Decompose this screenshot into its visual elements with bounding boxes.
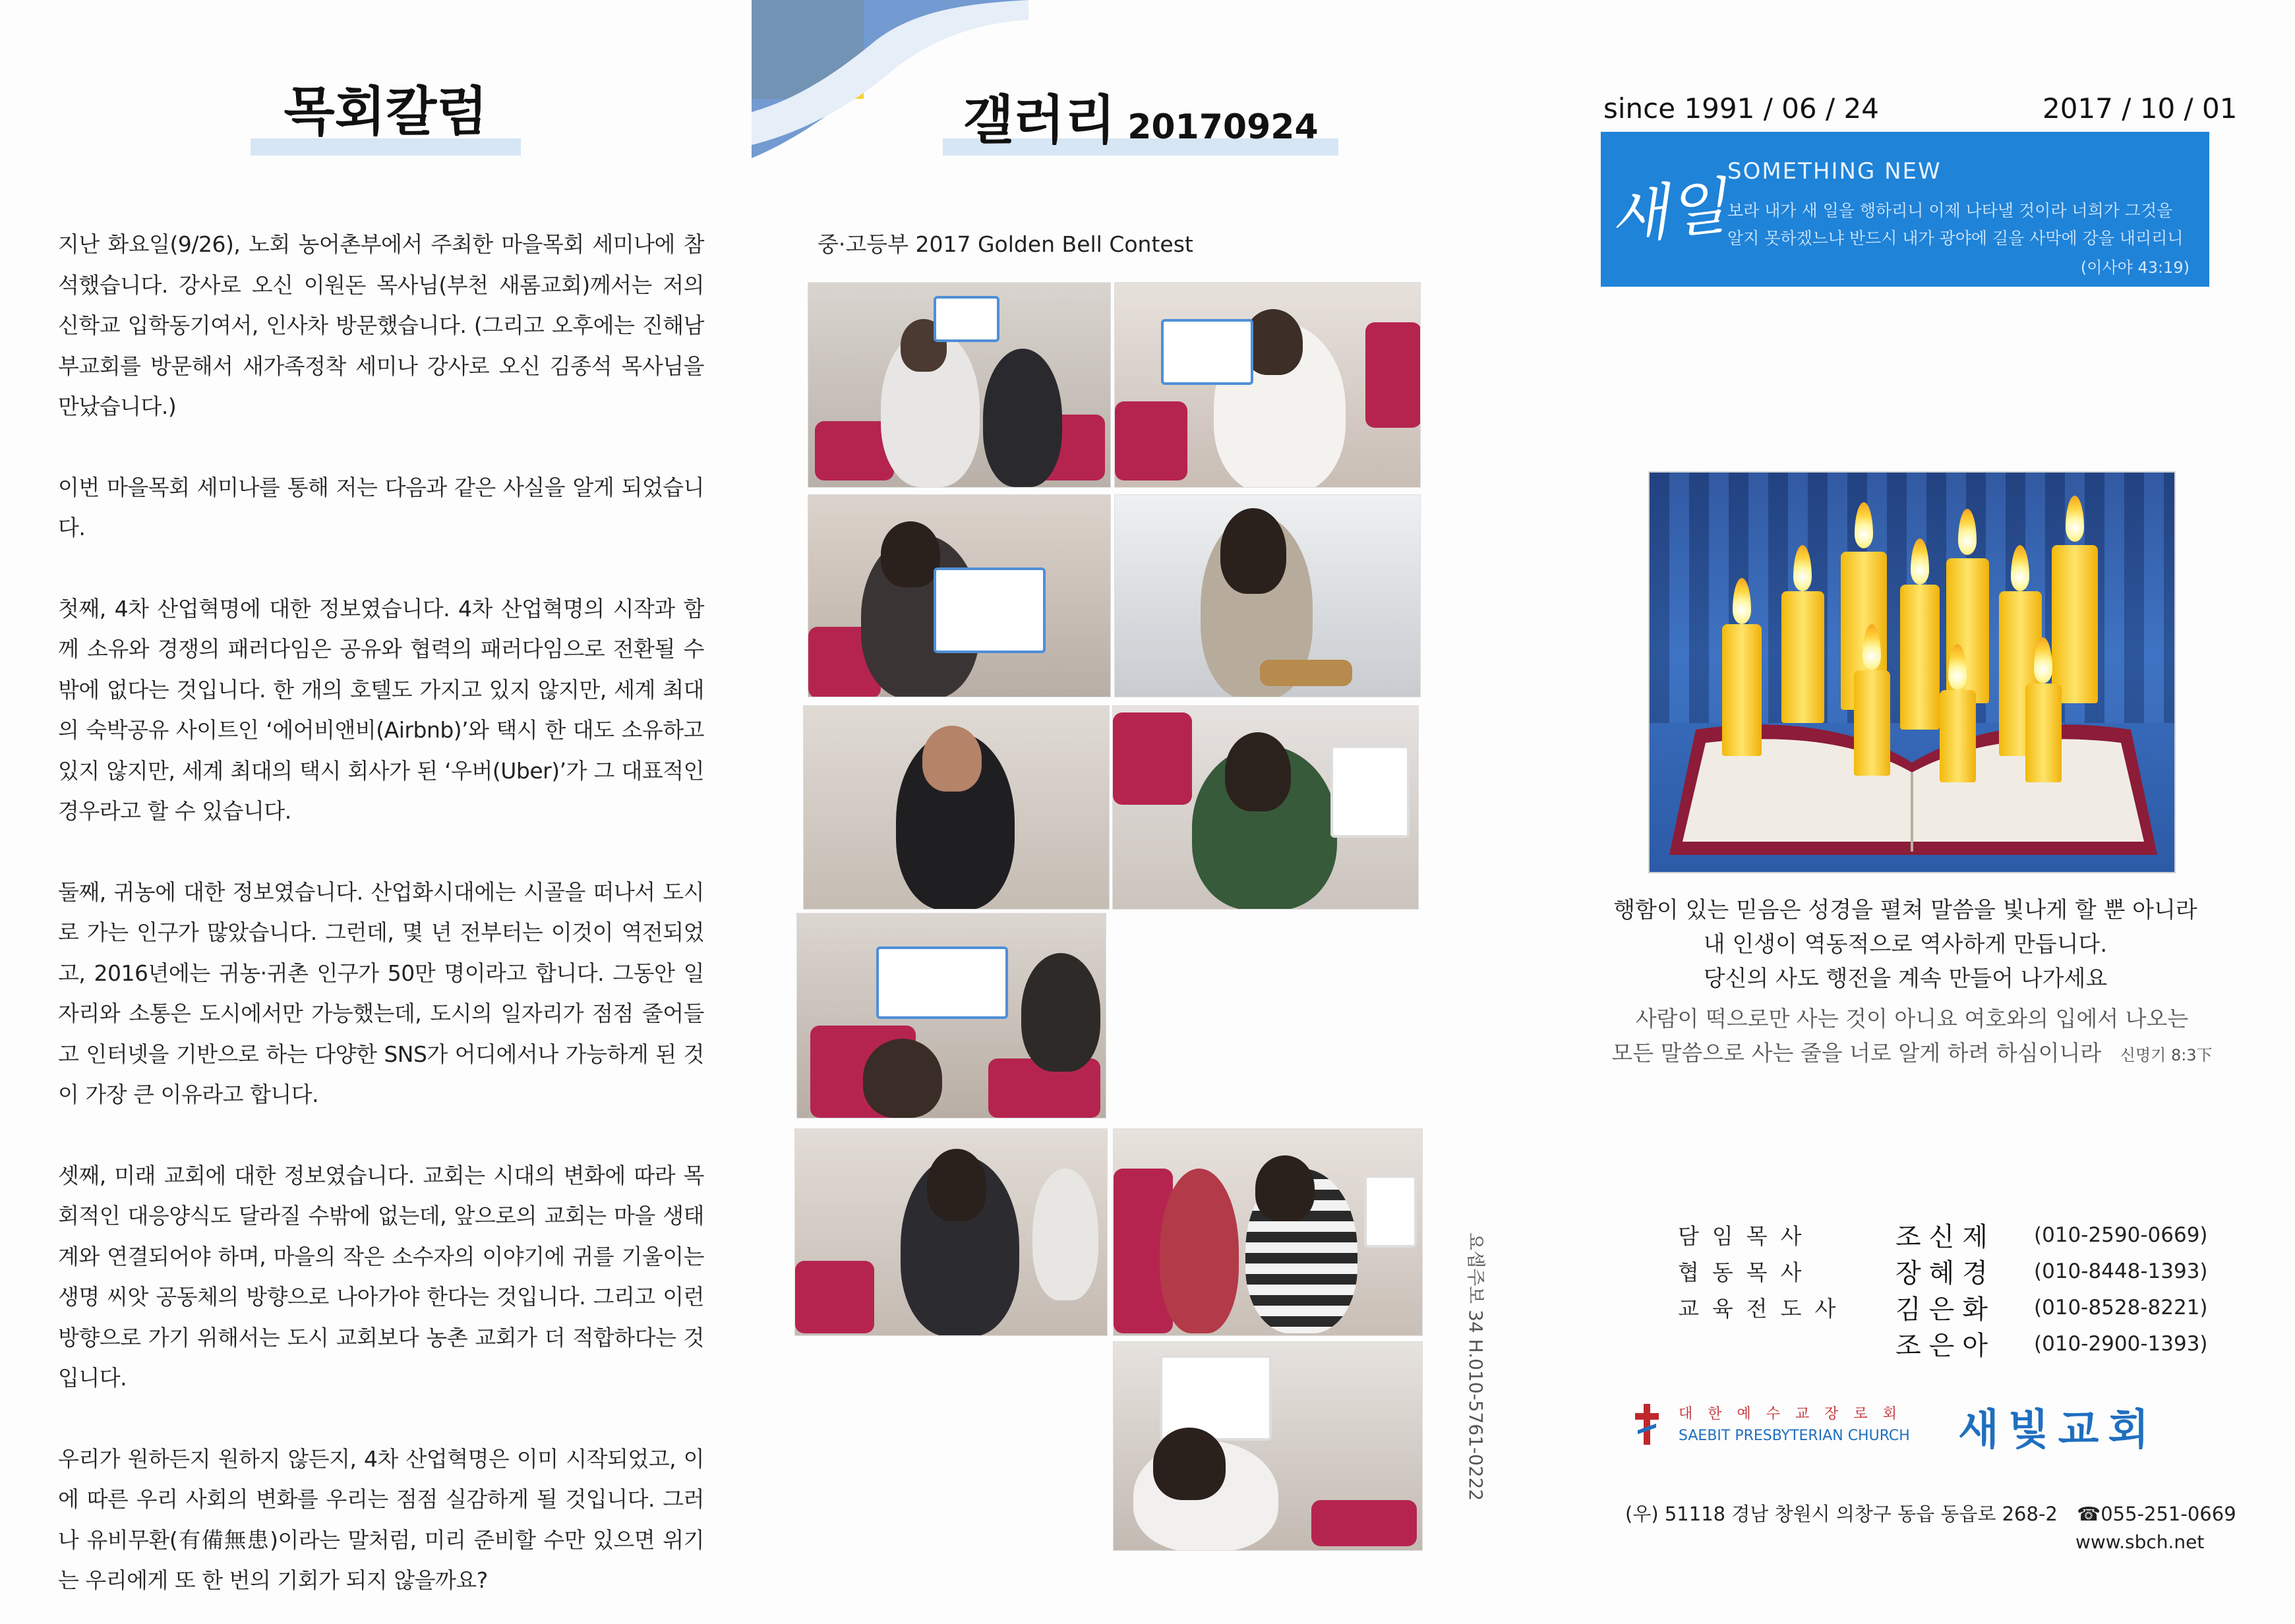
- staff-phone: (010-2900-1393): [2034, 1331, 2208, 1356]
- issue-date: 2017 / 10 / 01: [2042, 92, 2238, 125]
- gallery-date: 20170924: [1127, 107, 1319, 147]
- staff-phone: (010-2590-0669): [2034, 1223, 2208, 1247]
- paragraph: 첫째, 4차 산업혁명에 대한 정보였습니다. 4차 산업혁명의 시작과 함께 소유와 경쟁의 패러다임은 공유와 협력의 패러다임으로 전환될 수밖에 없다는 것입니다. 한 개의 호텔도 가지고 있지 않지만, 세계 최대의 숙박공유 사이트인 ‘에어비앤비(Airbnb)’와 택시 한 대도 소유하고 있지 않지만, 세계 최대의 택시 회사가 된 ‘우버(Uber)’가 그 대표적인 경우라고 할 수 있습니다.: [58, 595, 704, 824]
- staff-row: [1678, 1252, 2208, 1290]
- staff-role: 협동목사: [1678, 1260, 1815, 1285]
- staff-role: 교육전도사: [1678, 1296, 1849, 1321]
- church-address: [1625, 1499, 2236, 1526]
- gallery-photo: [794, 1128, 1108, 1336]
- since-date: since 1991 / 06 / 24: [1603, 92, 1879, 125]
- staff-name: 김은화: [1895, 1294, 1996, 1325]
- church-name: 새빛교회: [1958, 1406, 2159, 1455]
- message-line: 내 인생이 역동적으로 역사하게 만듭니다.: [1703, 931, 2108, 958]
- banner-script-title: 새일: [1605, 170, 1730, 253]
- verse-line-2: 모든 말씀으로 사는 줄을 너로 알게 하려 하심이니라 신명기 8:3下: [1611, 1040, 2213, 1066]
- address-text: (우) 51118 경남 창원시 의창구 동읍 동읍로 268-2: [1625, 1503, 2058, 1525]
- header-banner: [1601, 132, 2209, 287]
- staff-row: [1678, 1289, 2208, 1326]
- message-line: 행함이 있는 믿음은 성경을 펼쳐 말씀을 빛나게 할 뿐 아니라: [1613, 897, 2197, 923]
- church-website[interactable]: www.sbch.net: [2075, 1531, 2205, 1553]
- banner-subtitle: SOMETHING NEW: [1727, 158, 1942, 185]
- church-english-name: SAEBIT PRESBYTERIAN CHURCH: [1679, 1428, 1910, 1444]
- scripture-verse: [1595, 1002, 2228, 1072]
- verse-line: 사람이 떡으로만 사는 것이 아니요 여호와의 입에서 나오는: [1635, 1006, 2189, 1031]
- staff-name: 조신제: [1895, 1222, 1996, 1252]
- paragraph: 셋째, 미래 교회에 대한 정보였습니다. 교회는 시대의 변화에 따라 목회적인 대응양식도 달라질 수밖에 없는데, 앞으로의 교회는 마을 생태계와 연결되어야 하며, 마을의 작은 소수자의 이야기에 귀를 기울이는 생명 씨앗 공동체의 방향으로 나아가야 한다는 것입니다. 그리고 이런 방향으로 가기 위해서는 도시 교회보다 농촌 교회가 더 적합하다는 것입니다.: [58, 1162, 704, 1391]
- church-phone: ☎055-251-0669: [2077, 1503, 2236, 1525]
- staff-name: 장혜경: [1895, 1258, 1996, 1289]
- church-cross-icon: [1634, 1404, 1660, 1445]
- gallery-photo: [803, 705, 1110, 910]
- gallery-photo: [1112, 705, 1419, 910]
- banner-verse-line1: 보라 내가 새 일을 행하리니 이제 나타낼 것이라 너희가 그것을: [1727, 201, 2173, 220]
- staff-role: 담임목사: [1678, 1223, 1815, 1249]
- staff-name: 조은아: [1895, 1331, 1996, 1361]
- gallery-caption: 중·고등부 2017 Golden Bell Contest: [818, 231, 1193, 257]
- message-line: 당신의 사도 행전을 계속 만들어 나가세요: [1703, 966, 2108, 992]
- gallery-photo: [1113, 1128, 1423, 1336]
- banner-verse-ref: (이사야 43:19): [2080, 258, 2190, 277]
- column-title: 목회칼럼: [283, 81, 488, 142]
- gallery-photo: [808, 494, 1111, 697]
- gallery-title-text: 갤러리: [963, 90, 1116, 151]
- verse-ref: 신명기 8:3下: [2120, 1046, 2213, 1064]
- gallery-photo: [1114, 494, 1421, 697]
- gallery-title: [943, 78, 1338, 154]
- gallery-photo: [1113, 1341, 1423, 1551]
- paragraph: 우리가 원하든지 원하지 않든지, 4차 산업혁명은 이미 시작되었고, 이에 따른 우리 사회의 변화를 우리는 점점 실감하게 될 것입니다. 그러나 유비무환(有備無患)이라는 말처럼, 미리 준비할 수만 있으면 위기는 우리에게 또 한 번의 기회가 되지 않을까요?: [58, 1445, 704, 1593]
- paragraph: 지난 화요일(9/26), 노회 농어촌부에서 주최한 마을목회 세미나에 참석했습니다. 강사로 오신 이원돈 목사님(부천 새롬교회)께서는 저의 신학교 입학동기여서, 인사차 방문했습니다. (그리고 오후에는 진해남부교회를 방문해서 새가족정착 세미나 강사로 오신 김종석 목사님을 만났습니다.): [58, 231, 704, 419]
- staff-row: [1678, 1325, 2208, 1362]
- gallery-photo: [808, 282, 1111, 488]
- staff-phone: (010-8528-8221): [2034, 1295, 2208, 1320]
- gallery-photo: [1114, 282, 1421, 488]
- paragraph: 이번 마을목회 세미나를 통해 저는 다음과 같은 사실을 알게 되었습니다.: [58, 474, 704, 540]
- gallery-photo: [796, 913, 1106, 1118]
- church-denomination: 대 한 예 수 교 장 로 회: [1679, 1406, 1902, 1422]
- message-text: [1595, 893, 2215, 996]
- column-body: [58, 224, 704, 1601]
- staff-row: [1678, 1216, 2208, 1254]
- candles-bible-illustration: [1648, 471, 2176, 873]
- paragraph: 둘째, 귀농에 대한 정보였습니다. 산업화시대에는 시골을 떠나서 도시로 가는 인구가 많았습니다. 그런데, 몇 년 전부터는 이것이 역전되었고, 2016년에는 귀농·귀촌 인구가 50만 명이라고 합니다. 그동안 일자리와 소통은 도시에서만 가능했는데, 도시의 일자리가 점점 줄어들고 인터넷을 기반으로 하는 다양한 SNS가 어디에서나 가능하게 된 것이 가장 큰 이유라고 합니다.: [58, 879, 704, 1107]
- banner-verse-line2: 알지 못하겠느냐 반드시 내가 광야에 길을 사막에 강을 내리리니: [1727, 229, 2184, 248]
- spine-text: 요셉주보 34 H.010-5761-0222: [1465, 1232, 1487, 1501]
- staff-phone: (010-8448-1393): [2034, 1259, 2208, 1283]
